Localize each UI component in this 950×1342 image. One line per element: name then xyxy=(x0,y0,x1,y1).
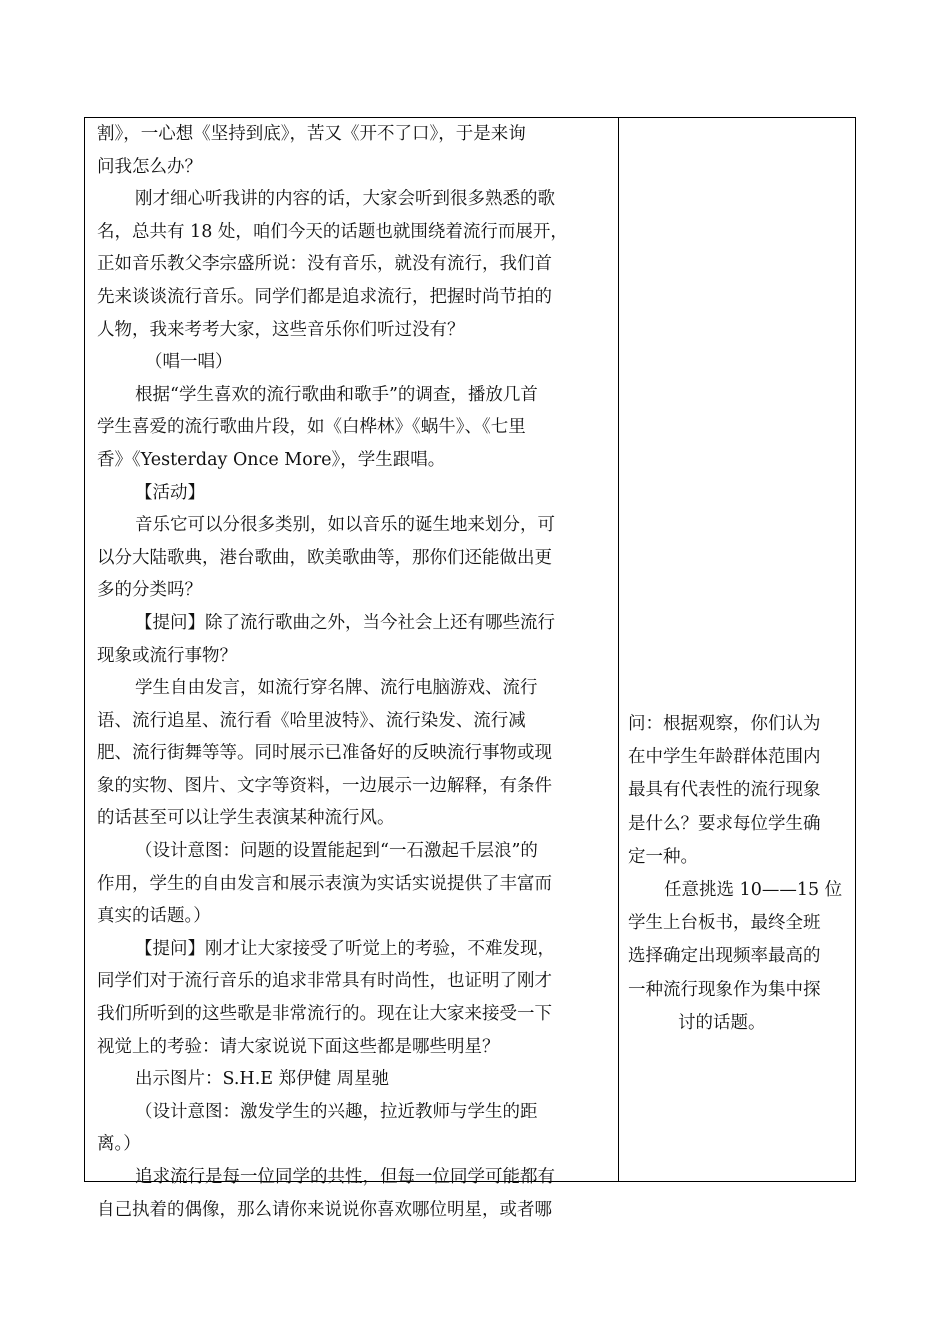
text-line: 学生自由发言，如流行穿名牌、流行电脑游戏、流行 xyxy=(135,678,538,699)
text-line: 音乐它可以分很多类别，如以音乐的诞生地来划分，可 xyxy=(135,515,555,536)
note-line: 是什么？要求每位学生确 xyxy=(628,813,821,834)
text-line: 视觉上的考验：请大家说说下面这些都是哪些明星？ xyxy=(97,1036,500,1057)
note-line: 讨的话题。 xyxy=(678,1012,766,1033)
notes-cell xyxy=(628,708,848,1040)
text-line: 【提问】除了流行歌曲之外，当今社会上还有哪些流行 xyxy=(135,612,555,633)
note-line: 最具有代表性的流行现象 xyxy=(628,780,821,801)
text-line: 根据“学生喜欢的流行歌曲和歌手”的调查，播放几首 xyxy=(135,384,538,405)
text-line: 作用，学生的自由发言和展示表演为实话实说提供了丰富而 xyxy=(97,873,552,894)
note-line: 问：根据观察，你们认为 xyxy=(628,714,821,734)
text-line: 名，总共有 18 处，咱们今天的话题也就围绕着流行而展开， xyxy=(97,221,568,242)
text-line: 同学们对于流行音乐的追求非常具有时尚性，也证明了刚才 xyxy=(97,971,552,992)
note-line: 选择确定出现频率最高的 xyxy=(628,946,821,967)
text-line: 语、流行追星、流行看《哈里波特》、流行染发、流行减 xyxy=(97,710,526,731)
text-line: 肥、流行街舞等等。同时展示已准备好的反映流行事物或现 xyxy=(97,743,552,764)
text-line: 刚才细心听我讲的内容的话，大家会听到很多熟悉的歌 xyxy=(135,189,555,210)
note-line: 在中学生年龄群体范围内 xyxy=(628,747,821,768)
note-line: 任意挑选 10——15 位 xyxy=(664,879,843,900)
text-line: 多的分类吗？ xyxy=(97,580,202,601)
text-line: 现象或流行事物？ xyxy=(97,645,237,666)
text-line: 香》《Yesterday Once More》，学生跟唱。 xyxy=(97,449,446,470)
text-line: （设计意图：问题的设置能起到“一石激起千层浪”的 xyxy=(135,841,538,862)
section-heading-activity: 【活动】 xyxy=(135,482,205,503)
text-line: 割》，一心想《坚持到底》，苦又《开不了口》，于是来询 xyxy=(97,124,526,144)
text-line: 出示图片：S.H.E 郑伊健 周星驰 xyxy=(135,1069,390,1090)
text-line: 的话甚至可以让学生表演某种流行风。 xyxy=(97,808,395,829)
text-line: 正如音乐教父李宗盛所说：没有音乐，就没有流行，我们首 xyxy=(97,254,552,275)
text-line: 学生喜爱的流行歌曲片段，如《白桦林》《蜗牛》、《七里 xyxy=(97,417,526,438)
text-line: 以分大陆歌典，港台歌曲，欧美歌曲等，那你们还能做出更 xyxy=(97,547,552,568)
text-line: 人物，我来考考大家，这些音乐你们听过没有？ xyxy=(97,319,465,340)
text-line: 追求流行是每一位同学的共性，但每一位同学可能都有 xyxy=(135,1167,555,1187)
text-line: 真实的话题。） xyxy=(97,906,211,927)
text-line: （设计意图：激发学生的兴趣，拉近教师与学生的距 xyxy=(135,1101,538,1122)
text-line: 自己执着的偶像，那么请你来说说你喜欢哪位明星，或者哪 xyxy=(97,1199,552,1220)
lesson-table xyxy=(84,117,856,1220)
text-line: 我们所听到的这些歌是非常流行的。现在让大家来接受一下 xyxy=(97,1004,552,1025)
note-line: 学生上台板书，最终全班 xyxy=(628,913,821,934)
note-line: 一种流行现象作为集中探 xyxy=(628,979,821,1000)
text-line: 象的实物、图片、文字等资料，一边展示一边解释，有条件 xyxy=(97,775,552,796)
text-line: 问我怎么办？ xyxy=(97,156,202,177)
text-line: 【提问】刚才让大家接受了听觉上的考验，不难发现， xyxy=(135,938,555,959)
teaching-process-cell xyxy=(97,118,609,1226)
note-line: 定一种。 xyxy=(628,846,698,867)
column-divider xyxy=(618,118,619,1181)
text-line: 先来谈谈流行音乐。同学们都是追求流行，把握时尚节拍的 xyxy=(97,286,552,307)
text-line: 离。） xyxy=(97,1134,141,1155)
text-line: （唱一唱） xyxy=(145,352,233,373)
